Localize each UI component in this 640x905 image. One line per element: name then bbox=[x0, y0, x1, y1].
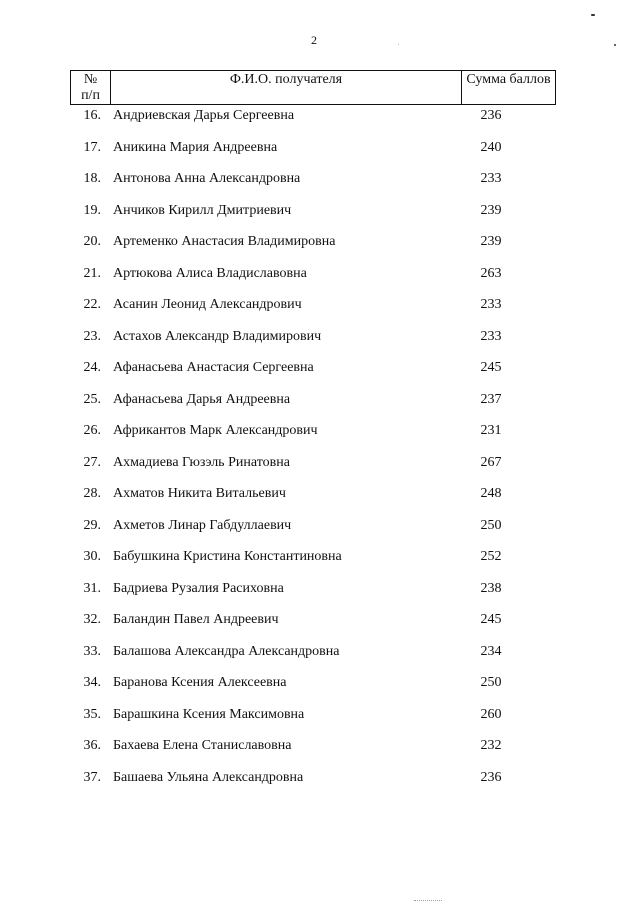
recipient-name: Ахмадиева Гюзэль Ринатовна bbox=[113, 454, 290, 470]
row-number: 20. bbox=[83, 234, 101, 249]
table-row bbox=[0, 138, 640, 170]
row-number: 30. bbox=[83, 549, 101, 564]
row-number: 37. bbox=[83, 769, 101, 785]
row-number: 24. bbox=[83, 360, 101, 375]
score-value: 239 bbox=[480, 202, 502, 218]
row-number: 29. bbox=[83, 517, 101, 533]
row-number: 19. bbox=[83, 202, 101, 218]
table-row bbox=[0, 453, 640, 485]
header-score-cell: Сумма баллов bbox=[466, 72, 551, 87]
row-number: 16. bbox=[83, 108, 101, 123]
score-value: 260 bbox=[480, 706, 502, 722]
recipient-name: Башаева Ульяна Александровна bbox=[113, 769, 304, 785]
table-row bbox=[0, 673, 640, 705]
row-number: 31. bbox=[83, 580, 101, 596]
recipient-name: Афанасьева Дарья Андреевна bbox=[113, 391, 291, 407]
recipient-name: Афанасьева Анастасия Сергеевна bbox=[113, 360, 314, 375]
table-row bbox=[0, 421, 640, 453]
score-value: 233 bbox=[480, 171, 502, 186]
score-value: 234 bbox=[480, 643, 502, 659]
table-row bbox=[0, 169, 640, 201]
score-value: 233 bbox=[480, 328, 502, 344]
header-number-symbol: № bbox=[83, 72, 98, 87]
recipient-name: Асанин Леонид Александрович bbox=[113, 297, 302, 312]
header-name-cell: Ф.И.О. получателя bbox=[111, 71, 462, 104]
score-value: 237 bbox=[480, 391, 502, 407]
page-number: 2 bbox=[311, 33, 317, 47]
table-row bbox=[0, 705, 640, 737]
score-value: 231 bbox=[480, 423, 502, 438]
score-value: 267 bbox=[480, 454, 502, 470]
header-number-abbr: п/п bbox=[81, 88, 100, 103]
row-number: 27. bbox=[83, 454, 101, 470]
recipient-name: Артюкова Алиса Владиславовна bbox=[113, 265, 307, 281]
recipient-name: Барашкина Ксения Максимовна bbox=[113, 706, 305, 722]
score-value: 236 bbox=[480, 769, 502, 785]
recipient-name: Баландин Павел Андреевич bbox=[113, 612, 279, 627]
score-value: 240 bbox=[480, 139, 502, 155]
table-row bbox=[0, 516, 640, 548]
recipient-name: Бабушкина Кристина Константиновна bbox=[113, 549, 342, 564]
score-value: 250 bbox=[480, 517, 502, 533]
table-row bbox=[0, 736, 640, 768]
score-value: 232 bbox=[480, 738, 502, 753]
table-row bbox=[0, 484, 640, 516]
table-row bbox=[0, 232, 640, 264]
table-row bbox=[0, 106, 640, 138]
score-value: 252 bbox=[480, 549, 502, 564]
table-row bbox=[0, 201, 640, 233]
row-number: 35. bbox=[83, 706, 101, 722]
row-number: 26. bbox=[83, 423, 101, 438]
scan-artifact bbox=[414, 900, 442, 901]
table-row bbox=[0, 327, 640, 359]
table-row bbox=[0, 295, 640, 327]
table-row bbox=[0, 390, 640, 422]
header-number-cell bbox=[71, 71, 111, 104]
table-row bbox=[0, 610, 640, 642]
row-number: 17. bbox=[83, 139, 101, 155]
recipient-name: Бадриева Рузалия Расиховна bbox=[113, 580, 284, 596]
table-row bbox=[0, 579, 640, 611]
score-value: 236 bbox=[480, 108, 502, 123]
table-body bbox=[0, 106, 640, 799]
row-number: 36. bbox=[83, 738, 101, 753]
row-number: 22. bbox=[83, 297, 101, 312]
score-value: 238 bbox=[480, 580, 502, 596]
row-number: 32. bbox=[83, 612, 101, 627]
score-value: 245 bbox=[480, 360, 502, 375]
row-number: 33. bbox=[83, 643, 101, 659]
table-row bbox=[0, 768, 640, 800]
score-value: 233 bbox=[480, 297, 502, 312]
row-number: 28. bbox=[83, 486, 101, 501]
score-value: 245 bbox=[480, 612, 502, 627]
recipient-name: Африкантов Марк Александрович bbox=[113, 423, 318, 438]
recipient-name: Баранова Ксения Алексеевна bbox=[113, 675, 287, 690]
score-value: 239 bbox=[480, 234, 502, 249]
row-number: 18. bbox=[83, 171, 101, 186]
recipient-name: Анчиков Кирилл Дмитриевич bbox=[113, 202, 292, 218]
row-number: 21. bbox=[83, 265, 101, 281]
recipient-name: Бахаева Елена Станиславовна bbox=[113, 738, 292, 753]
recipient-name: Артеменко Анастасия Владимировна bbox=[113, 234, 336, 249]
recipient-name: Астахов Александр Владимирович bbox=[113, 328, 322, 344]
table-header bbox=[70, 70, 556, 105]
recipient-name: Балашова Александра Александровна bbox=[113, 643, 340, 659]
score-value: 263 bbox=[480, 265, 502, 281]
row-number: 25. bbox=[83, 391, 101, 407]
recipient-name: Аникина Мария Андреевна bbox=[113, 139, 278, 155]
scan-speck bbox=[591, 14, 595, 16]
recipient-name: Андриевская Дарья Сергеевна bbox=[113, 108, 295, 123]
score-value: 250 bbox=[480, 675, 502, 690]
table-row bbox=[0, 264, 640, 296]
row-number: 23. bbox=[83, 328, 101, 344]
table-row bbox=[0, 642, 640, 674]
score-value: 248 bbox=[480, 486, 502, 501]
table-row bbox=[0, 547, 640, 579]
table-row bbox=[0, 358, 640, 390]
recipient-name: Ахматов Никита Витальевич bbox=[113, 486, 286, 501]
row-number: 34. bbox=[83, 675, 101, 690]
recipient-name: Антонова Анна Александровна bbox=[113, 171, 301, 186]
recipient-name: Ахметов Линар Габдуллаевич bbox=[113, 517, 292, 533]
